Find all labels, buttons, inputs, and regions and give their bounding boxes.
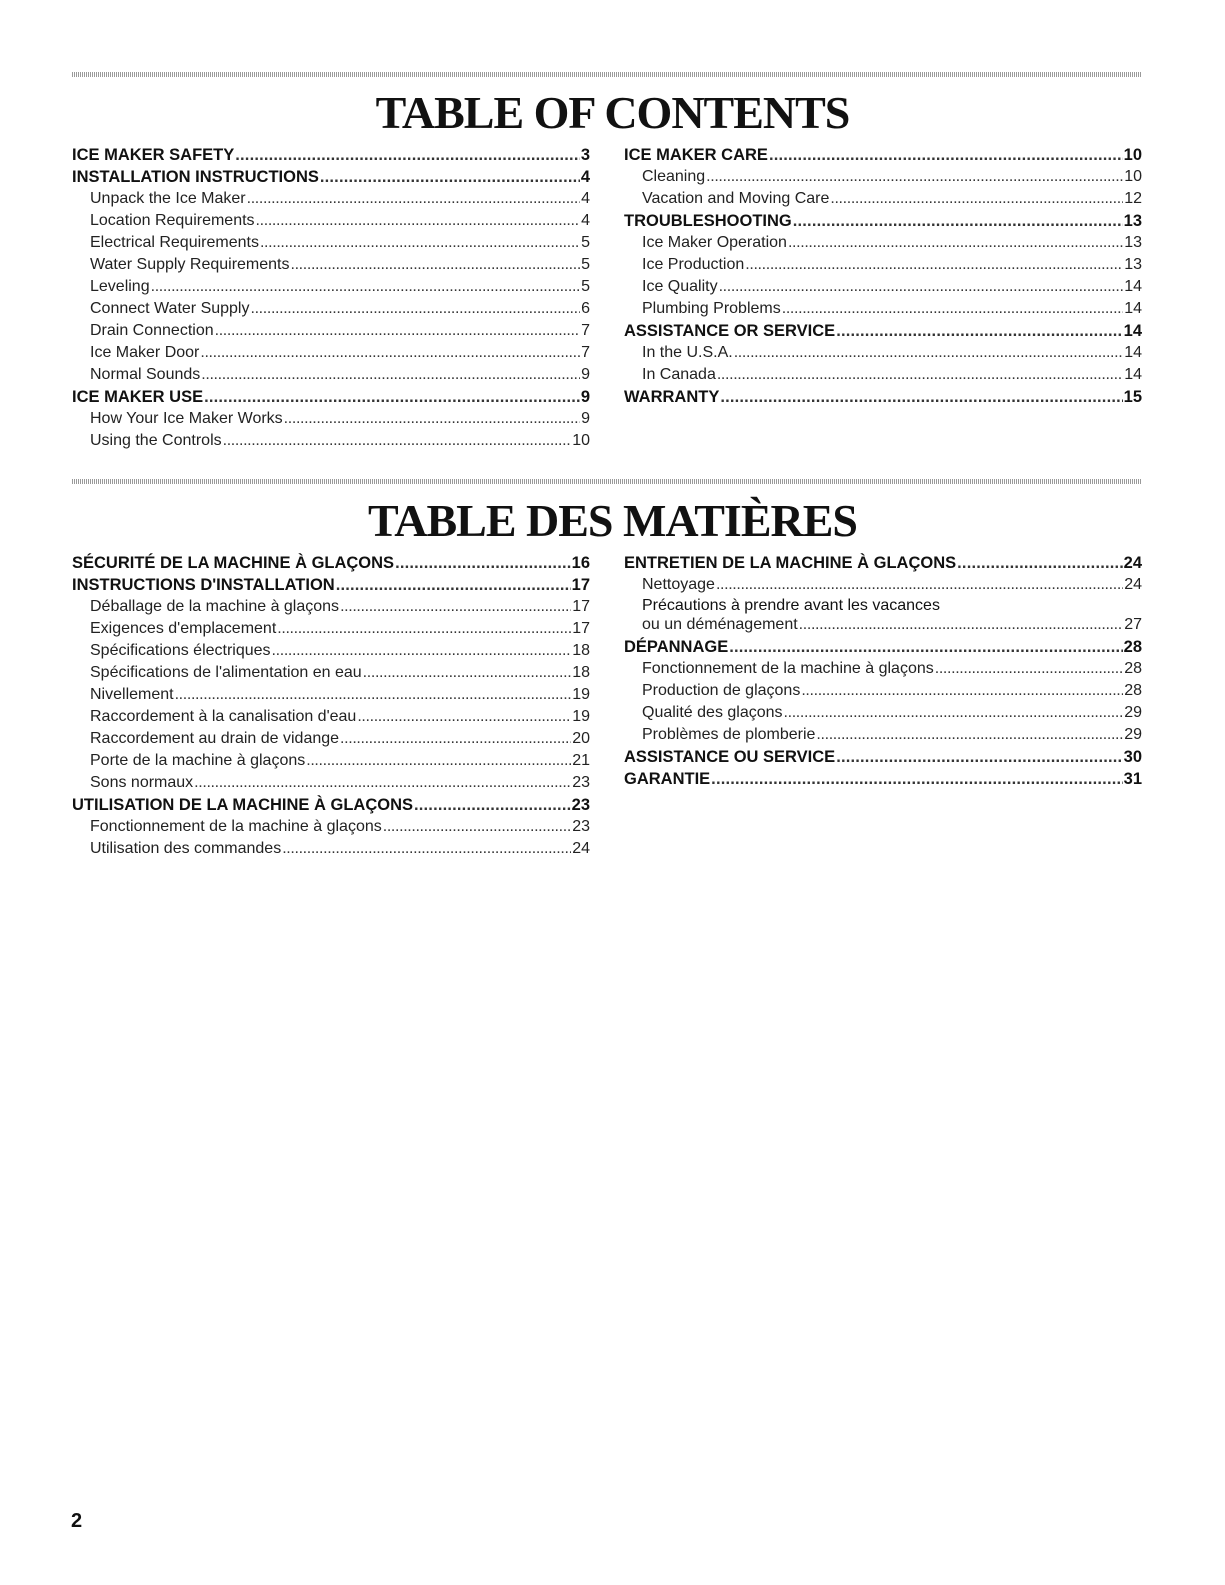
english-toc-left-column <box>72 144 590 452</box>
toc-entry-page: 14 <box>1124 344 1142 361</box>
toc-entry-page: 4 <box>580 168 590 186</box>
dot-leader <box>194 772 571 794</box>
toc-entry-label: Water Supply Requirements <box>90 256 290 273</box>
middle-divider <box>72 479 1142 484</box>
toc-entry-page: 3 <box>580 146 590 164</box>
dot-leader <box>836 320 1122 342</box>
toc-entry-label: ENTRETIEN DE LA MACHINE À GLAÇONS <box>624 554 957 572</box>
toc-entry-page: 28 <box>1123 638 1142 656</box>
toc-entry-label: Using the Controls <box>90 432 222 449</box>
toc-entry[interactable] <box>624 320 1142 342</box>
toc-entry-label: Utilisation des commandes <box>90 840 282 857</box>
toc-entry-page: 5 <box>581 278 590 295</box>
toc-entry[interactable] <box>624 298 1142 320</box>
toc-entry-label: Unpack the Ice Maker <box>90 190 246 207</box>
toc-entry[interactable] <box>72 794 590 816</box>
toc-entry-page: 15 <box>1123 388 1142 406</box>
toc-entry-page: 5 <box>581 256 590 273</box>
toc-entry-label: Ice Maker Operation <box>642 234 787 251</box>
toc-entry-page: 29 <box>1124 726 1142 743</box>
dot-leader <box>260 232 580 254</box>
french-toc-right-column <box>624 552 1142 790</box>
toc-entry[interactable] <box>72 596 590 618</box>
dot-leader <box>223 430 572 452</box>
toc-entry[interactable] <box>72 750 590 772</box>
dot-leader <box>935 658 1123 680</box>
toc-entry[interactable] <box>72 838 590 860</box>
toc-entry-label: ICE MAKER CARE <box>624 146 768 164</box>
toc-entry-label: ou un déménagement <box>642 616 798 633</box>
toc-entry[interactable] <box>72 254 590 276</box>
dot-leader <box>235 144 580 166</box>
toc-entry-page: 19 <box>572 708 590 725</box>
toc-entry-label: In Canada <box>642 366 716 383</box>
dot-leader <box>256 210 581 232</box>
toc-entry-label: Ice Quality <box>642 278 718 295</box>
toc-entry-page: 9 <box>581 410 590 427</box>
toc-entry-page: 28 <box>1124 682 1142 699</box>
toc-entry-page: 13 <box>1124 256 1142 273</box>
toc-entry-page: 29 <box>1124 704 1142 721</box>
toc-entry-label: Raccordement au drain de vidange <box>90 730 340 747</box>
toc-entry-label: GARANTIE <box>624 770 711 788</box>
toc-entry-label: DÉPANNAGE <box>624 638 729 656</box>
toc-entry[interactable] <box>624 144 1142 166</box>
toc-entry-label: ICE MAKER USE <box>72 388 204 406</box>
dot-leader <box>277 618 571 640</box>
toc-entry-page: 14 <box>1123 322 1142 340</box>
toc-entry-page: 31 <box>1123 770 1142 788</box>
toc-entry-label: ICE MAKER SAFETY <box>72 146 235 164</box>
toc-entry[interactable] <box>624 658 1142 680</box>
toc-entry[interactable] <box>72 772 590 794</box>
dot-leader <box>799 614 1124 636</box>
toc-entry-page: 18 <box>572 664 590 681</box>
toc-entry[interactable] <box>72 574 590 596</box>
toc-entry-label: Spécifications électriques <box>90 642 271 659</box>
dot-leader <box>793 210 1123 232</box>
toc-entry-label: Cleaning <box>642 168 706 185</box>
toc-entry-label: Problèmes de plomberie <box>642 726 816 743</box>
toc-entry-label: Raccordement à la canalisation d'eau <box>90 708 357 725</box>
toc-entry-label: ASSISTANCE OU SERVICE <box>624 748 836 766</box>
toc-entry[interactable] <box>624 680 1142 702</box>
page-number: 2 <box>71 1510 83 1532</box>
dot-leader <box>363 662 572 684</box>
dot-leader <box>201 364 580 386</box>
toc-entry-label: SÉCURITÉ DE LA MACHINE À GLAÇONS <box>72 554 395 572</box>
toc-entry-label: Vacation and Moving Care <box>642 190 830 207</box>
toc-entry[interactable] <box>624 636 1142 658</box>
dot-leader <box>291 254 581 276</box>
toc-entry-page: 14 <box>1124 278 1142 295</box>
toc-entry-page: 7 <box>581 322 590 339</box>
toc-entry[interactable] <box>624 614 1142 636</box>
toc-entry-label: INSTRUCTIONS D'INSTALLATION <box>72 576 335 594</box>
dot-leader <box>745 254 1123 276</box>
dot-leader <box>957 552 1122 574</box>
english-toc-right-column <box>624 144 1142 408</box>
toc-entry[interactable] <box>624 386 1142 408</box>
toc-entry-label: In the U.S.A. <box>642 344 733 361</box>
toc-entry-label: Ice Production <box>642 256 745 273</box>
dot-leader <box>272 640 572 662</box>
toc-entry-page: 17 <box>571 576 590 594</box>
toc-entry-label: Spécifications de l'alimentation en eau <box>90 664 362 681</box>
toc-entry[interactable] <box>624 210 1142 232</box>
dot-leader <box>706 166 1123 188</box>
toc-entry[interactable] <box>72 816 590 838</box>
toc-entry-label: TROUBLESHOOTING <box>624 212 792 230</box>
toc-entry[interactable] <box>624 188 1142 210</box>
toc-entry-page: 6 <box>581 300 590 317</box>
dot-leader <box>784 702 1124 724</box>
toc-entry[interactable] <box>624 574 1142 596</box>
toc-entry-label: How Your Ice Maker Works <box>90 410 283 427</box>
dot-leader <box>717 364 1123 386</box>
dot-leader <box>284 408 580 430</box>
dot-leader <box>340 728 571 750</box>
toc-entry[interactable] <box>624 276 1142 298</box>
toc-entry-page: 17 <box>572 598 590 615</box>
toc-entry-label: Qualité des glaçons <box>642 704 783 721</box>
toc-entry-page: 13 <box>1124 234 1142 251</box>
toc-entry-page: 21 <box>572 752 590 769</box>
toc-entry[interactable] <box>72 728 590 750</box>
dot-leader <box>340 596 571 618</box>
dot-leader <box>716 574 1123 596</box>
english-toc-title: TABLE OF CONTENTS <box>375 87 850 138</box>
toc-entry-page: 23 <box>572 818 590 835</box>
toc-entry[interactable] <box>72 662 590 684</box>
toc-entry-label: Porte de la machine à glaçons <box>90 752 306 769</box>
toc-entry-label: Production de glaçons <box>642 682 801 699</box>
toc-entry-page: 24 <box>1123 554 1142 572</box>
toc-entry-page: 30 <box>1123 748 1142 766</box>
toc-entry[interactable] <box>72 276 590 298</box>
toc-entry[interactable] <box>72 188 590 210</box>
toc-entry[interactable] <box>72 430 590 452</box>
toc-entry[interactable] <box>624 364 1142 386</box>
toc-entry-label: Plumbing Problems <box>642 300 781 317</box>
toc-entry-label: Leveling <box>90 278 150 295</box>
dot-leader <box>200 342 580 364</box>
toc-entry-page: 10 <box>1123 146 1142 164</box>
dot-leader <box>769 144 1123 166</box>
toc-entry-page: 20 <box>572 730 590 747</box>
dot-leader <box>336 574 571 596</box>
french-toc-left-column <box>72 552 590 860</box>
toc-entry-label: Connect Water Supply <box>90 300 250 317</box>
dot-leader <box>836 746 1122 768</box>
dot-leader <box>204 386 580 408</box>
toc-entry-label: Electrical Requirements <box>90 234 259 251</box>
toc-entry-page: 16 <box>571 554 590 572</box>
toc-entry[interactable] <box>624 166 1142 188</box>
toc-entry-label: Sons normaux <box>90 774 194 791</box>
toc-entry-page: 4 <box>581 190 590 207</box>
toc-entry-page: 9 <box>581 366 590 383</box>
top-divider <box>72 72 1142 77</box>
dot-leader <box>357 706 571 728</box>
toc-entry[interactable] <box>624 768 1142 790</box>
toc-entry-label: UTILISATION DE LA MACHINE À GLAÇONS <box>72 796 413 814</box>
toc-entry-label: Fonctionnement de la machine à glaçons <box>642 660 934 677</box>
dot-leader <box>782 298 1123 320</box>
toc-entry-page: 19 <box>572 686 590 703</box>
dot-leader <box>720 386 1122 408</box>
dot-leader <box>383 816 571 838</box>
toc-entry-page: 4 <box>581 212 590 229</box>
toc-entry-page: 9 <box>580 388 590 406</box>
toc-entry-page: 18 <box>572 642 590 659</box>
toc-entry[interactable] <box>624 724 1142 746</box>
dot-leader <box>801 680 1123 702</box>
toc-entry[interactable] <box>72 706 590 728</box>
toc-entry-page: 23 <box>572 774 590 791</box>
toc-entry-page: 10 <box>1124 168 1142 185</box>
toc-entry[interactable] <box>72 342 590 364</box>
toc-entry[interactable] <box>72 552 590 574</box>
toc-entry-label: Fonctionnement de la machine à glaçons <box>90 818 382 835</box>
dot-leader <box>711 768 1122 790</box>
toc-entry-page: 5 <box>581 234 590 251</box>
toc-entry-page: 28 <box>1124 660 1142 677</box>
dot-leader <box>830 188 1123 210</box>
dot-leader <box>729 636 1122 658</box>
toc-entry-page: 27 <box>1124 616 1142 633</box>
toc-entry-page: 10 <box>572 432 590 449</box>
toc-entry-page: 24 <box>572 840 590 857</box>
dot-leader <box>175 684 572 706</box>
dot-leader <box>414 794 571 816</box>
dot-leader <box>282 838 571 860</box>
toc-entry[interactable] <box>624 342 1142 364</box>
toc-entry-label: Nivellement <box>90 686 174 703</box>
toc-entry[interactable] <box>624 552 1142 574</box>
toc-entry-label: WARRANTY <box>624 388 720 406</box>
dot-leader <box>215 320 580 342</box>
toc-entry[interactable] <box>72 298 590 320</box>
toc-entry-label: Précautions à prendre avant les vacances <box>642 597 940 614</box>
dot-leader <box>719 276 1124 298</box>
toc-entry-label: Drain Connection <box>90 322 214 339</box>
dot-leader <box>320 166 580 188</box>
toc-entry-page: 14 <box>1124 366 1142 383</box>
dot-leader <box>151 276 580 298</box>
toc-entry[interactable] <box>72 640 590 662</box>
toc-entry-label: Déballage de la machine à glaçons <box>90 598 340 615</box>
toc-entry[interactable] <box>72 684 590 706</box>
french-toc-title: TABLE DES MATIÈRES <box>368 495 857 546</box>
toc-entry[interactable] <box>72 618 590 640</box>
dot-leader <box>734 342 1123 364</box>
toc-entry-label: Normal Sounds <box>90 366 201 383</box>
toc-entry[interactable] <box>624 254 1142 276</box>
toc-entry[interactable] <box>72 320 590 342</box>
toc-entry-page: 7 <box>581 344 590 361</box>
toc-entry-label: INSTALLATION INSTRUCTIONS <box>72 168 319 186</box>
toc-entry-label: Location Requirements <box>90 212 255 229</box>
dot-leader <box>247 188 580 210</box>
toc-entry[interactable] <box>72 166 590 188</box>
toc-entry-label: Exigences d'emplacement <box>90 620 277 637</box>
toc-entry[interactable] <box>72 210 590 232</box>
toc-entry[interactable] <box>624 702 1142 724</box>
dot-leader <box>788 232 1123 254</box>
toc-entry[interactable] <box>72 364 590 386</box>
toc-entry[interactable] <box>72 232 590 254</box>
toc-entry-page: 13 <box>1123 212 1142 230</box>
toc-entry[interactable] <box>72 386 590 408</box>
toc-entry[interactable] <box>624 596 1142 614</box>
toc-entry-page: 24 <box>1124 576 1142 593</box>
dot-leader <box>816 724 1123 746</box>
toc-entry[interactable] <box>624 746 1142 768</box>
toc-entry-label: Nettoyage <box>642 576 715 593</box>
toc-entry[interactable] <box>624 232 1142 254</box>
toc-entry[interactable] <box>72 144 590 166</box>
toc-entry-page: 17 <box>572 620 590 637</box>
toc-entry[interactable] <box>72 408 590 430</box>
toc-entry-page: 14 <box>1124 300 1142 317</box>
toc-entry-label: Ice Maker Door <box>90 344 200 361</box>
toc-entry-page: 12 <box>1124 190 1142 207</box>
dot-leader <box>306 750 571 772</box>
toc-entry-page: 23 <box>571 796 590 814</box>
dot-leader <box>395 552 571 574</box>
dot-leader <box>250 298 580 320</box>
toc-entry-label: ASSISTANCE OR SERVICE <box>624 322 836 340</box>
